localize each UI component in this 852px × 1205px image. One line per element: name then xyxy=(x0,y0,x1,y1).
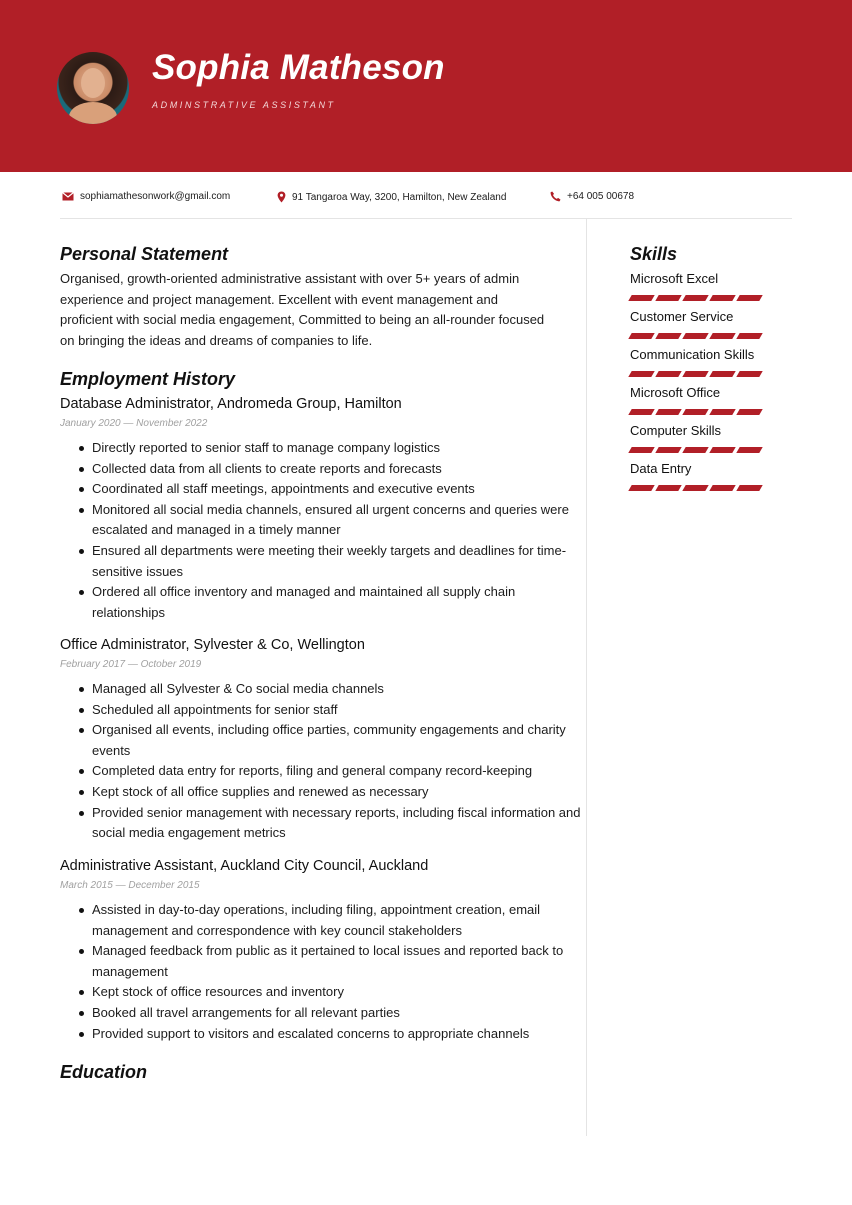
skill-name: Microsoft Excel xyxy=(630,271,719,286)
skill-level-segment xyxy=(628,333,654,339)
list-item: Collected data from all clients to create reports and forecasts xyxy=(92,459,582,480)
skill-level-segment xyxy=(628,295,654,301)
contact-email[interactable] xyxy=(62,191,230,202)
skill-level-segment xyxy=(655,447,681,453)
skill-name: Microsoft Office xyxy=(630,385,721,400)
contact-phone[interactable] xyxy=(550,191,634,202)
job-title: Office Administrator, Sylvester & Co, Wellington xyxy=(60,637,365,653)
list-item: Assisted in day-to-day operations, including filing, appointment creation, email management and correspondence with key council stakeholders xyxy=(92,900,582,941)
list-item: Kept stock of all office supplies and renewed as necessary xyxy=(92,782,582,803)
skill-level-segment xyxy=(736,295,762,301)
personal-statement-heading: Personal Statement xyxy=(60,244,229,264)
job-bullet-list xyxy=(60,679,582,844)
list-item: Provided support to visitors and escalated concerns to appropriate channels xyxy=(92,1024,582,1045)
skill-level-segment xyxy=(709,485,735,491)
skill-level-segment xyxy=(709,447,735,453)
list-item: Organised all events, including office parties, community engagements and charity events xyxy=(92,720,582,761)
skill-level-bar xyxy=(630,295,765,301)
list-item: Booked all travel arrangements for all relevant parties xyxy=(92,1003,582,1024)
map-pin-icon xyxy=(277,191,286,203)
skill-level-segment xyxy=(628,447,654,453)
list-item: Ordered all office inventory and managed and maintained all supply chain relationships xyxy=(92,582,582,623)
resume-header xyxy=(0,0,852,172)
skill-level-segment xyxy=(709,409,735,415)
list-item: Monitored all social media channels, ensured all urgent concerns and queries were escalated and managed in a timely manner xyxy=(92,500,582,541)
skill-level-segment xyxy=(736,333,762,339)
skill-level-segment xyxy=(682,447,708,453)
job-title: Administrative Assistant, Auckland City Council, Auckland xyxy=(60,858,429,874)
personal-statement-text: Organised, growth-oriented administrative assistant with over 5+ years of admin experience and project management. Excellent with event management and proficient with social media engagement, Committed to being an all-rounder focused on bringing the ideas and dreams of companies to life. xyxy=(60,271,545,348)
contact-phone-text: +64 005 00678 xyxy=(567,191,635,202)
skill-level-segment xyxy=(628,485,654,491)
skill-level-bar xyxy=(630,371,765,377)
list-item: Coordinated all staff meetings, appointments and executive events xyxy=(92,479,582,500)
skill-level-segment xyxy=(655,409,681,415)
skill-name: Data Entry xyxy=(630,461,692,476)
skill-level-bar xyxy=(630,333,765,339)
skill-level-segment xyxy=(682,333,708,339)
skill-level-segment xyxy=(709,333,735,339)
job-bullet-list xyxy=(60,900,582,1044)
skill-level-segment xyxy=(655,295,681,301)
job-title: Database Administrator, Andromeda Group, Hamilton xyxy=(60,396,402,412)
skill-name: Communication Skills xyxy=(630,347,755,362)
contact-divider xyxy=(60,218,792,219)
list-item: Directly reported to senior staff to manage company logistics xyxy=(92,438,582,459)
list-item: Provided senior management with necessary reports, including fiscal information and social media engagement metrics xyxy=(92,803,582,844)
skill-level-bar xyxy=(630,409,765,415)
skill-level-segment xyxy=(682,371,708,377)
skill-level-segment xyxy=(736,485,762,491)
skill-level-segment xyxy=(709,295,735,301)
list-item: Scheduled all appointments for senior staff xyxy=(92,700,582,721)
phone-icon xyxy=(550,191,561,202)
list-item: Ensured all departments were meeting their weekly targets and deadlines for time-sensitive issues xyxy=(92,541,582,582)
job-dates: March 2015 — December 2015 xyxy=(60,880,200,891)
skill-level-segment xyxy=(628,371,654,377)
list-item: Kept stock of office resources and inventory xyxy=(92,982,582,1003)
skill-name: Customer Service xyxy=(630,309,734,324)
job-bullet-list xyxy=(60,438,582,623)
skill-level-segment xyxy=(628,409,654,415)
employment-history-heading: Employment History xyxy=(60,369,236,389)
skill-level-segment xyxy=(709,371,735,377)
candidate-role: ADMINSTRATIVE ASSISTANT xyxy=(152,100,336,110)
profile-photo-shoulders xyxy=(69,102,117,124)
job-dates: February 2017 — October 2019 xyxy=(60,659,202,670)
contact-email-text: sophiamathesonwork@gmail.com xyxy=(80,191,231,202)
skill-level-segment xyxy=(736,409,762,415)
skills-heading: Skills xyxy=(630,244,678,264)
job-dates: January 2020 — November 2022 xyxy=(60,418,208,429)
skill-level-segment xyxy=(655,485,681,491)
list-item: Completed data entry for reports, filing and general company record-keeping xyxy=(92,761,582,782)
skill-level-segment xyxy=(655,333,681,339)
skill-level-segment xyxy=(682,485,708,491)
list-item: Managed all Sylvester & Co social media channels xyxy=(92,679,582,700)
skill-level-segment xyxy=(682,409,708,415)
contact-address-text: 91 Tangaroa Way, 3200, Hamilton, New Zealand xyxy=(292,191,507,203)
contact-address xyxy=(277,191,506,203)
column-divider xyxy=(586,219,587,1136)
skill-level-segment xyxy=(736,447,762,453)
skill-level-segment xyxy=(682,295,708,301)
skill-name: Computer Skills xyxy=(630,423,722,438)
candidate-name: Sophia Matheson xyxy=(152,48,445,87)
profile-photo xyxy=(57,52,129,124)
skill-level-segment xyxy=(736,371,762,377)
skill-level-bar xyxy=(630,485,765,491)
skill-level-segment xyxy=(655,371,681,377)
profile-photo-face xyxy=(81,68,105,98)
mail-icon xyxy=(62,192,74,201)
education-heading: Education xyxy=(60,1062,148,1082)
list-item: Managed feedback from public as it pertained to local issues and reported back to management xyxy=(92,941,582,982)
skill-level-bar xyxy=(630,447,765,453)
